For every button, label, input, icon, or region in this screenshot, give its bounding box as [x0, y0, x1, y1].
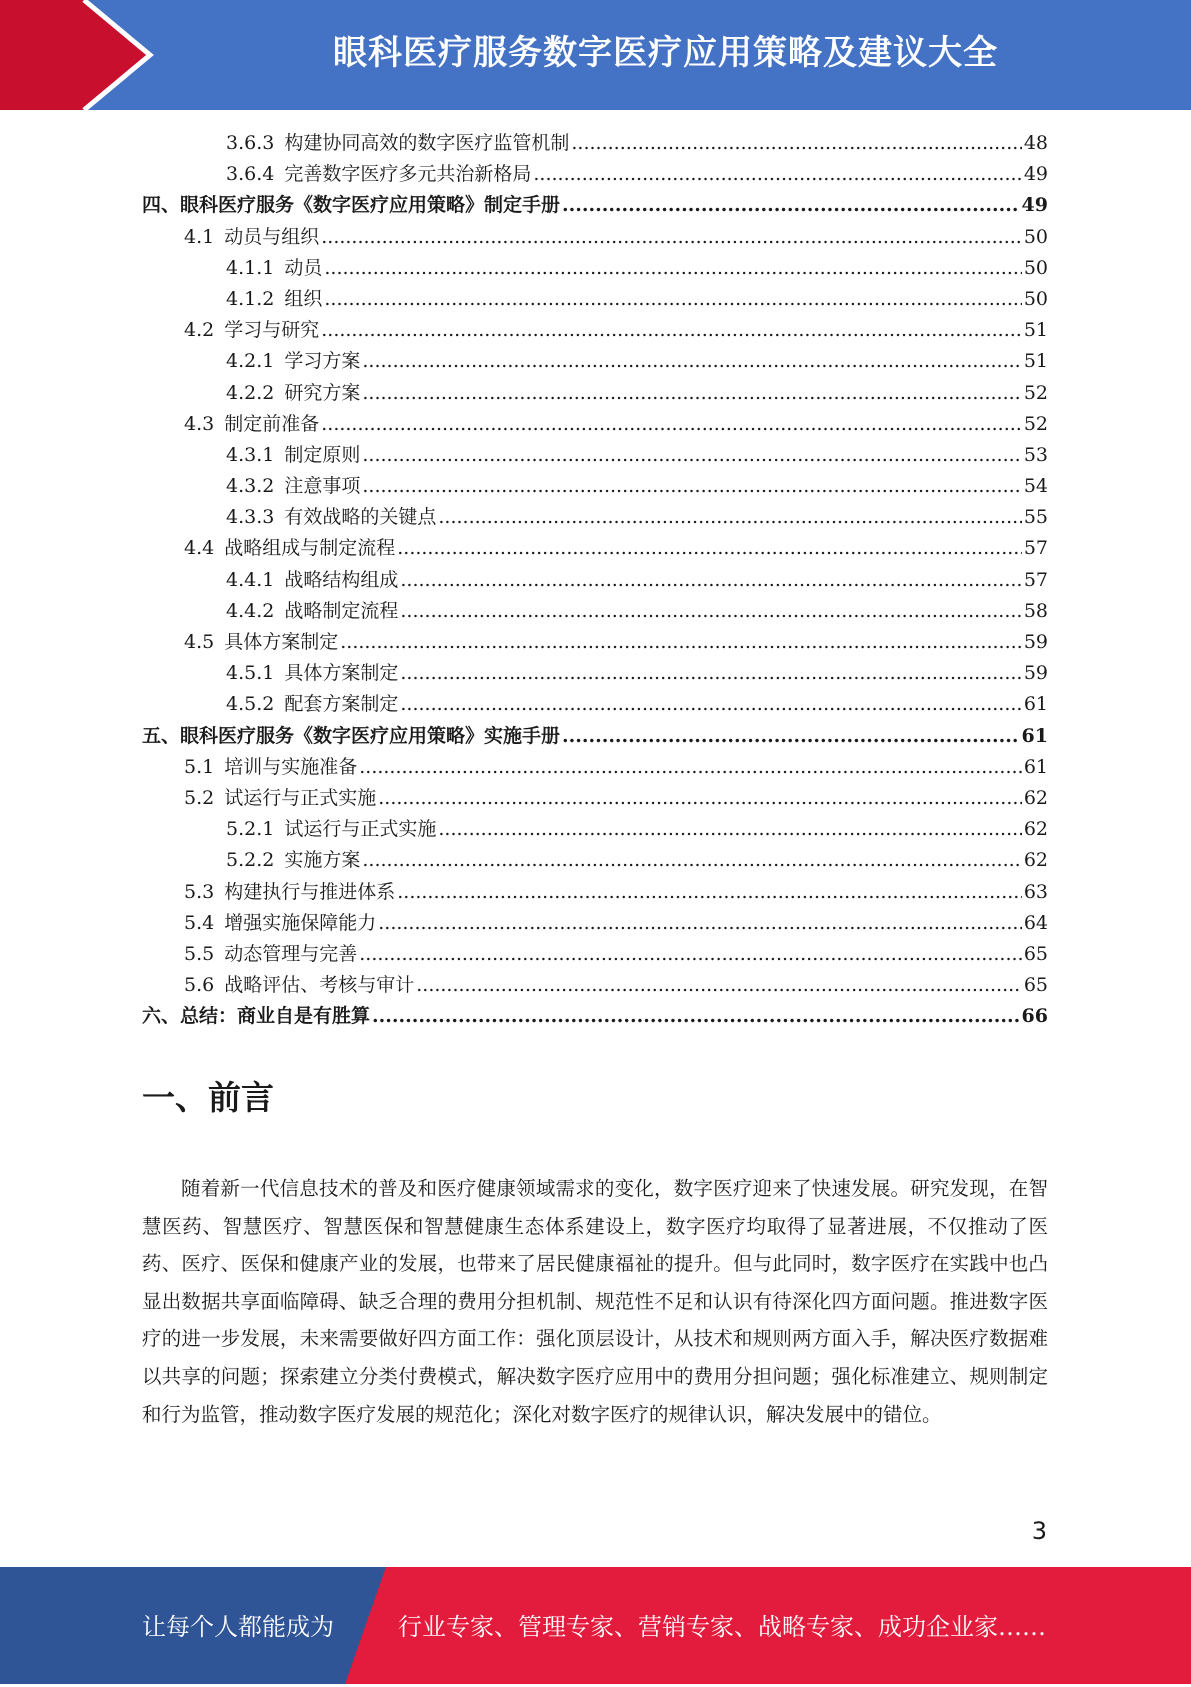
toc-entry[interactable]	[142, 1001, 1048, 1032]
toc-entry-label: 战略结构组成	[284, 568, 399, 591]
toc-dot-leader	[321, 222, 1022, 253]
toc-entry[interactable]	[142, 877, 1048, 908]
toc-dot-leader	[378, 908, 1022, 939]
toc-dot-leader	[400, 689, 1021, 720]
toc-entry-label: 四、眼科医疗服务《数字医疗应用策略》制定手册	[142, 194, 561, 217]
section-heading: 一、前言	[142, 1078, 274, 1117]
toc-entry-page: 57	[1023, 568, 1048, 591]
toc-entry[interactable]	[142, 752, 1048, 783]
toc-entry-page: 55	[1023, 506, 1048, 529]
toc-dot-leader	[571, 128, 1021, 159]
toc-entry-label: 具体方案制定	[224, 631, 339, 653]
toc-entry-label: 注意事项	[284, 475, 361, 498]
toc-entry[interactable]	[142, 159, 1048, 190]
toc-entry-label: 六、总结：商业自是有胜算	[142, 1005, 371, 1028]
header-arrow-decoration	[0, 0, 170, 110]
toc-entry-label: 战略制定流程	[284, 599, 399, 622]
toc-dot-leader	[359, 939, 1022, 970]
toc-entry[interactable]	[142, 627, 1048, 658]
toc-entry-number: 4.4.1	[226, 568, 275, 591]
toc-entry-page: 50	[1023, 287, 1048, 310]
toc-entry-number: 5.5	[184, 942, 215, 965]
toc-entry-page: 59	[1023, 631, 1048, 653]
toc-dot-leader	[397, 877, 1022, 908]
toc-entry-number: 5.3	[184, 880, 215, 903]
toc-entry-page: 65	[1023, 974, 1048, 997]
toc-entry-page: 63	[1023, 880, 1048, 903]
toc-entry-page: 62	[1023, 849, 1048, 872]
toc-entry[interactable]	[142, 908, 1048, 939]
toc-dot-leader	[362, 346, 1021, 377]
toc-entry-number: 4.5.2	[226, 693, 275, 716]
toc-entry-page: 61	[1021, 724, 1048, 747]
toc-entry-number: 5.6	[184, 974, 215, 997]
toc-entry-page: 51	[1023, 319, 1048, 342]
toc-entry-label: 完善数字医疗多元共治新格局	[284, 163, 532, 186]
toc-dot-leader	[321, 315, 1022, 346]
toc-entry[interactable]	[142, 721, 1048, 752]
toc-entry-number: 4.5	[184, 631, 215, 653]
toc-entry-number: 5.2.2	[226, 849, 275, 872]
toc-entry-label: 试运行与正式实施	[284, 818, 437, 841]
toc-entry-number: 4.3	[184, 412, 215, 435]
toc-entry[interactable]	[142, 783, 1048, 814]
toc-entry-page: 50	[1023, 256, 1048, 279]
toc-entry-label: 培训与实施准备	[224, 755, 358, 778]
toc-entry-number: 4.1	[184, 225, 215, 248]
toc-entry-number: 4.1.1	[226, 256, 275, 279]
toc-entry[interactable]	[142, 814, 1048, 845]
toc-entry-page: 62	[1023, 786, 1048, 809]
footer-slogan-left: 让每个人都能成为	[142, 1613, 334, 1641]
toc-dot-leader	[378, 783, 1022, 814]
toc-entry[interactable]	[142, 471, 1048, 502]
table-of-contents	[142, 128, 1048, 1032]
toc-entry-label: 具体方案制定	[284, 662, 399, 685]
toc-entry-label: 有效战略的关键点	[284, 506, 437, 529]
toc-entry-page: 58	[1023, 599, 1048, 622]
toc-entry[interactable]	[142, 565, 1048, 596]
toc-entry[interactable]	[142, 939, 1048, 970]
toc-entry[interactable]	[142, 315, 1048, 346]
toc-entry-number: 4.2.2	[226, 381, 275, 404]
toc-entry-label: 战略评估、考核与审计	[224, 974, 415, 997]
body-paragraph: 随着新一代信息技术的普及和医疗健康领域需求的变化，数字医疗迎来了快速发展。研究发现，在智慧医药、智慧医疗、智慧医保和智慧健康生态体系建设上，数字医疗均取得了显著进展，不仅推动了医药、医疗、医保和健康产业的发展，也带来了居民健康福祉的提升。但与此同时，数字医疗在实践中也凸显出数据共享面临障碍、缺乏合理的费用分担机制、规范性不足和认识有待深化四方面问题。推进数字医疗的进一步发展，未来需要做好四方面工作：强化顶层设计，从技术和规则两方面入手，解决医疗数据难以共享的问题；探索建立分类付费模式，解决数字医疗应用中的费用分担问题；强化标准建立、规则制定和行为监管，推动数字医疗发展的规范化；深化对数字医疗的规律认识，解决发展中的错位。	[142, 1177, 1048, 1426]
toc-entry-number: 4.1.2	[226, 287, 275, 310]
toc-entry-label: 组织	[284, 287, 323, 310]
toc-entry-page: 65	[1023, 942, 1048, 965]
toc-entry-number: 4.5.1	[226, 662, 275, 685]
toc-entry-page: 49	[1023, 163, 1048, 186]
toc-entry[interactable]	[142, 658, 1048, 689]
toc-entry[interactable]	[142, 284, 1048, 315]
toc-entry-page: 52	[1023, 412, 1048, 435]
toc-entry-page: 61	[1023, 755, 1048, 778]
toc-entry[interactable]	[142, 440, 1048, 471]
toc-dot-leader	[362, 440, 1021, 471]
toc-entry[interactable]	[142, 253, 1048, 284]
toc-entry-label: 五、眼科医疗服务《数字医疗应用策略》实施手册	[142, 724, 561, 747]
toc-dot-leader	[438, 814, 1021, 845]
toc-entry-page: 57	[1023, 537, 1048, 560]
toc-dot-leader	[562, 721, 1020, 752]
toc-entry-page: 59	[1023, 662, 1048, 685]
toc-entry-number: 4.4	[184, 537, 215, 560]
toc-entry-number: 4.2.1	[226, 350, 275, 373]
toc-dot-leader	[400, 658, 1021, 689]
toc-entry-label: 动员	[284, 256, 323, 279]
toc-entry-number: 4.3.2	[226, 475, 275, 498]
toc-dot-leader	[321, 409, 1022, 440]
toc-entry-number: 4.3.3	[226, 506, 275, 529]
page-number: 3	[1031, 1517, 1047, 1545]
toc-entry[interactable]	[142, 533, 1048, 564]
toc-entry-label: 增强实施保障能力	[224, 911, 377, 934]
toc-entry-label: 学习与研究	[224, 319, 320, 342]
toc-entry[interactable]	[142, 596, 1048, 627]
toc-entry[interactable]	[142, 970, 1048, 1001]
toc-entry-label: 研究方案	[284, 381, 361, 404]
toc-entry-label: 动员与组织	[224, 225, 320, 248]
toc-entry-number: 3.6.3	[226, 132, 275, 154]
toc-entry-label: 配套方案制定	[284, 693, 399, 716]
toc-dot-leader	[438, 502, 1021, 533]
toc-dot-leader	[362, 378, 1021, 409]
toc-entry-number: 5.4	[184, 911, 215, 934]
toc-dot-leader	[362, 845, 1021, 876]
toc-entry[interactable]	[142, 128, 1048, 159]
toc-entry-page: 61	[1023, 693, 1048, 716]
toc-entry-page: 52	[1023, 381, 1048, 404]
toc-entry-page: 53	[1023, 443, 1048, 466]
toc-entry[interactable]	[142, 222, 1048, 253]
toc-entry[interactable]	[142, 346, 1048, 377]
toc-entry-label: 战略组成与制定流程	[224, 537, 396, 560]
toc-entry-page: 48	[1023, 132, 1048, 154]
toc-entry-number: 4.2	[184, 319, 215, 342]
toc-dot-leader	[324, 253, 1021, 284]
footer-slogan-right: 行业专家、管理专家、营销专家、战略专家、成功企业家……	[398, 1613, 1046, 1641]
toc-entry[interactable]	[142, 190, 1048, 221]
document-title: 眼科医疗服务数字医疗应用策略及建议大全	[333, 33, 998, 73]
toc-entry-label: 实施方案	[284, 849, 361, 872]
toc-dot-leader	[400, 565, 1021, 596]
toc-dot-leader	[397, 533, 1022, 564]
toc-dot-leader	[362, 471, 1021, 502]
page-header	[0, 0, 1191, 110]
toc-entry-number: 4.4.2	[226, 599, 275, 622]
toc-entry[interactable]	[142, 502, 1048, 533]
toc-dot-leader	[340, 627, 1022, 658]
toc-entry-number: 5.1	[184, 755, 215, 778]
toc-entry-number: 4.3.1	[226, 443, 275, 466]
toc-entry-label: 制定前准备	[224, 412, 320, 435]
toc-entry[interactable]	[142, 378, 1048, 409]
page-footer	[0, 1567, 1191, 1684]
toc-dot-leader	[372, 1001, 1020, 1032]
toc-entry-label: 制定原则	[284, 443, 361, 466]
toc-entry[interactable]	[142, 689, 1048, 720]
toc-entry-page: 64	[1023, 911, 1048, 934]
toc-dot-leader	[562, 190, 1020, 221]
toc-entry-number: 3.6.4	[226, 163, 275, 186]
toc-entry-page: 50	[1023, 225, 1048, 248]
toc-entry-page: 49	[1021, 194, 1048, 217]
toc-entry[interactable]	[142, 845, 1048, 876]
toc-entry-page: 62	[1023, 818, 1048, 841]
toc-entry-page: 54	[1023, 475, 1048, 498]
toc-entry-number: 5.2	[184, 786, 215, 809]
toc-entry-page: 66	[1021, 1005, 1048, 1028]
toc-dot-leader	[324, 284, 1021, 315]
toc-dot-leader	[416, 970, 1022, 1001]
toc-entry-label: 试运行与正式实施	[224, 786, 377, 809]
toc-entry-label: 构建协同高效的数字医疗监管机制	[284, 132, 570, 154]
toc-dot-leader	[400, 596, 1021, 627]
toc-entry-label: 学习方案	[284, 350, 361, 373]
toc-entry-label: 构建执行与推进体系	[224, 880, 396, 903]
toc-entry-number: 5.2.1	[226, 818, 275, 841]
toc-dot-leader	[359, 752, 1022, 783]
toc-entry-page: 51	[1023, 350, 1048, 373]
toc-entry-label: 动态管理与完善	[224, 942, 358, 965]
toc-dot-leader	[533, 159, 1021, 190]
toc-entry[interactable]	[142, 409, 1048, 440]
